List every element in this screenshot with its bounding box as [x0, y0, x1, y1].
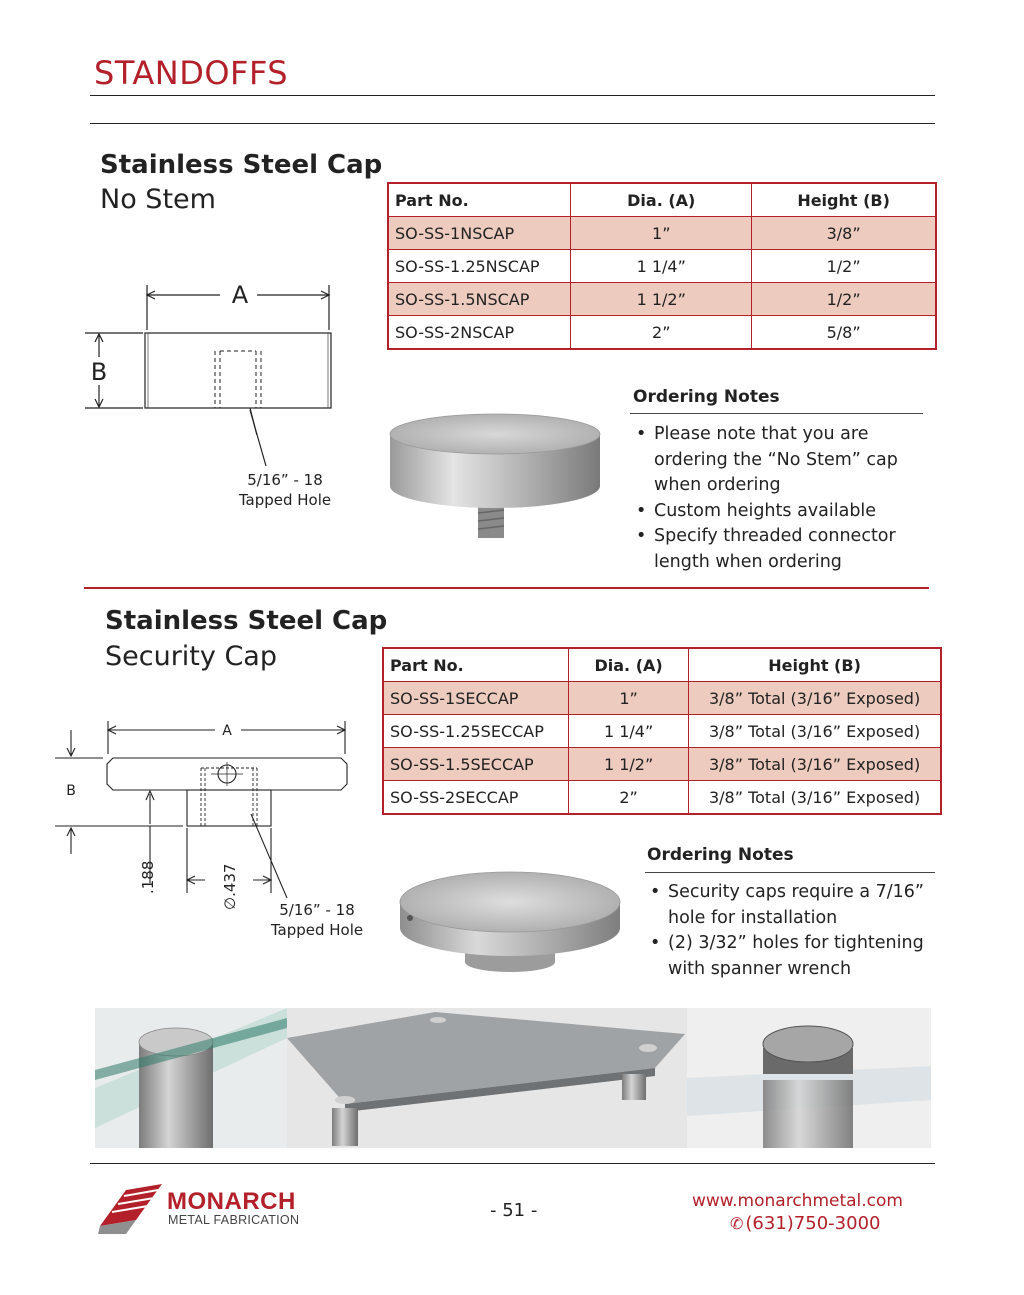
monarch-logo-mark-icon [96, 1180, 166, 1236]
height-cell: 3/8” Total (3/16” Exposed) [689, 682, 941, 715]
plate-standoff-photo [287, 1008, 687, 1148]
part-no-cell: SO-SS-2NSCAP [388, 316, 571, 350]
table-row [388, 316, 936, 350]
height-cell: 5/8” [752, 316, 936, 350]
list-item: • Please note that you are ordering the “No Stem” cap when ordering [632, 422, 927, 499]
phone-icon: ✆ [730, 1214, 744, 1233]
glass-standoff-photo [95, 1008, 287, 1148]
thread-spec: 5/16” - 18 [279, 901, 355, 919]
part-no-cell: SO-SS-1NSCAP [388, 217, 571, 250]
dim-437-label: ∅.437 [221, 863, 239, 910]
header-height: Height (B) [689, 648, 941, 682]
security-cap-drawing [55, 718, 365, 918]
page-number: - 51 - [490, 1200, 538, 1221]
list-item: • Security caps require a 7/16” hole for installation [646, 880, 941, 931]
dia-cell: 1 1/2” [571, 283, 752, 316]
notes-divider [645, 872, 935, 873]
section1-notes-title: Ordering Notes [633, 387, 780, 407]
table-row [383, 682, 941, 715]
section1-title: Stainless Steel Cap [100, 150, 383, 180]
phone-number[interactable]: (631)750-3000 [745, 1213, 881, 1234]
dim-b-label: B [66, 783, 76, 799]
table-row [383, 715, 941, 748]
table-row [388, 283, 936, 316]
table-header-row [383, 648, 941, 682]
part-no-cell: SO-SS-1.25NSCAP [388, 250, 571, 283]
part-no-cell: SO-SS-2SECCAP [383, 781, 569, 815]
part-no-cell: SO-SS-1.5SECCAP [383, 748, 569, 781]
part-no-cell: SO-SS-1.5NSCAP [388, 283, 571, 316]
logo-name: MONARCH [167, 1188, 296, 1215]
header-height: Height (B) [752, 183, 936, 217]
header-divider [90, 95, 935, 96]
table-row [388, 217, 936, 250]
section2-notes-list [646, 880, 941, 982]
table-header-row [388, 183, 936, 217]
logo-subtitle: METAL FABRICATION [168, 1213, 300, 1227]
table-row [383, 748, 941, 781]
dia-cell: 1” [571, 217, 752, 250]
section1-notes-list [632, 422, 927, 575]
height-cell: 3/8” Total (3/16” Exposed) [689, 781, 941, 815]
list-item: • Specify threaded connector length when ordering [632, 524, 927, 575]
list-item: • Custom heights available [632, 499, 927, 525]
thread-spec: 5/16” - 18 [247, 471, 323, 489]
table-row [383, 781, 941, 815]
hole-type: Tapped Hole [270, 921, 364, 939]
section2-spec-table [382, 647, 942, 815]
phone-contact [730, 1213, 880, 1234]
part-no-cell: SO-SS-1SECCAP [383, 682, 569, 715]
height-cell: 1/2” [752, 283, 936, 316]
dim-a-label: A [231, 281, 249, 309]
page-title: STANDOFFS [94, 54, 289, 92]
dia-cell: 2” [569, 781, 689, 815]
dia-cell: 1 1/4” [571, 250, 752, 283]
dim-a-label: A [222, 723, 232, 739]
tapped-hole-label [252, 900, 382, 940]
dia-cell: 1” [569, 682, 689, 715]
header-divider-2 [90, 123, 935, 124]
security-cap-photo [385, 850, 630, 990]
section2-notes-title: Ordering Notes [647, 845, 794, 865]
list-item: • (2) 3/32” holes for tightening with spanner wrench [646, 931, 941, 982]
leader-line [248, 408, 288, 468]
header-part-no: Part No. [388, 183, 571, 217]
no-stem-cap-drawing [85, 275, 355, 435]
hole-type: Tapped Hole [238, 491, 332, 509]
height-cell: 1/2” [752, 250, 936, 283]
header-dia: Dia. (A) [571, 183, 752, 217]
acrylic-standoff-photo [687, 1008, 931, 1148]
section1-spec-table [387, 182, 937, 350]
dia-cell: 1 1/2” [569, 748, 689, 781]
section-divider [84, 587, 929, 589]
table-row [388, 250, 936, 283]
notes-divider [630, 413, 923, 414]
height-cell: 3/8” [752, 217, 936, 250]
height-cell: 3/8” Total (3/16” Exposed) [689, 748, 941, 781]
website-link[interactable]: www.monarchmetal.com [692, 1191, 903, 1211]
application-photo-strip [95, 1008, 931, 1148]
dia-cell: 2” [571, 316, 752, 350]
dim-188-label: .188 [139, 860, 157, 894]
section1-subtitle: No Stem [100, 184, 216, 215]
no-stem-cap-photo [384, 410, 619, 560]
section2-title: Stainless Steel Cap [105, 606, 388, 636]
tapped-hole-label [220, 470, 350, 510]
section2-subtitle: Security Cap [105, 641, 277, 672]
dim-b-label: B [90, 358, 108, 386]
header-part-no: Part No. [383, 648, 569, 682]
dia-cell: 1 1/4” [569, 715, 689, 748]
part-no-cell: SO-SS-1.25SECCAP [383, 715, 569, 748]
footer-divider [90, 1163, 935, 1164]
header-dia: Dia. (A) [569, 648, 689, 682]
height-cell: 3/8” Total (3/16” Exposed) [689, 715, 941, 748]
